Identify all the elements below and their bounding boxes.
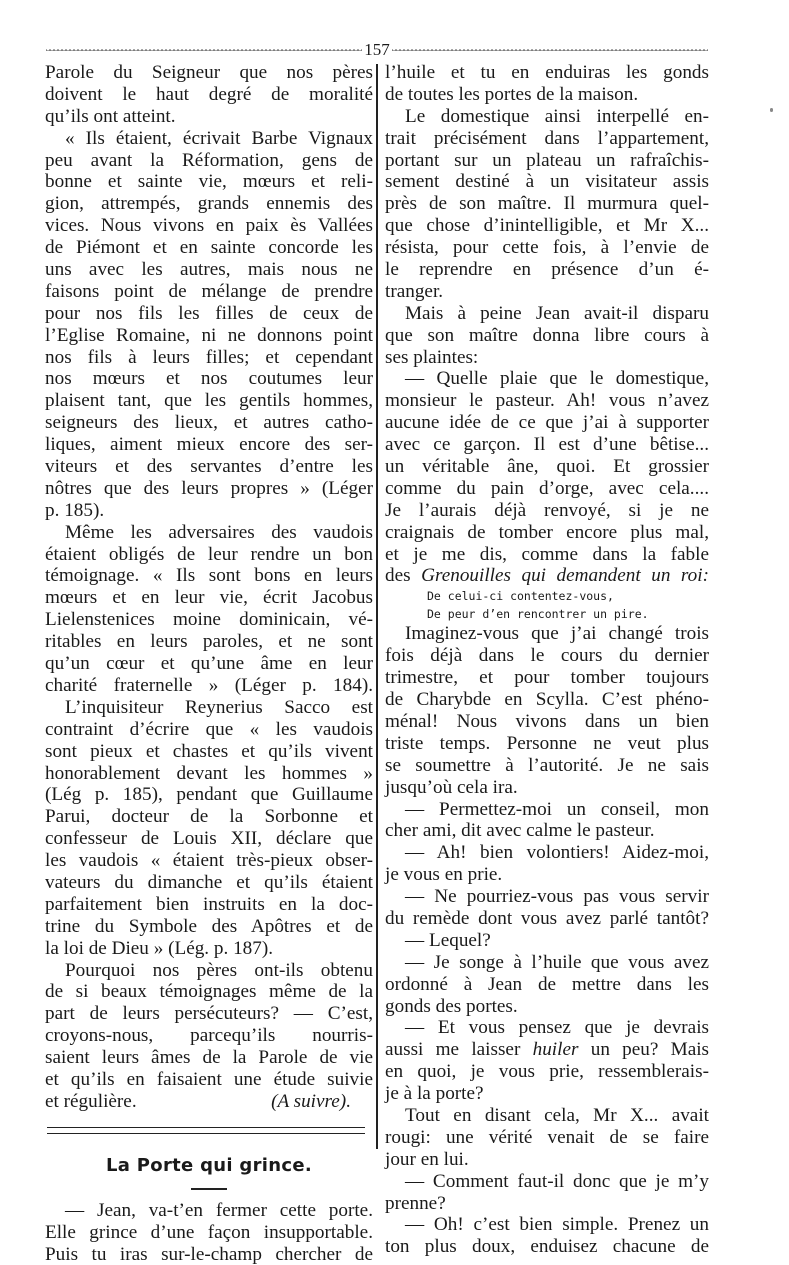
text-line-end: et régulière.	[45, 1090, 137, 1112]
text-line: je à la porte?	[385, 1083, 484, 1105]
text-line: l’huile et tu en enduiras les gonds	[385, 62, 709, 83]
header-ornament-left	[46, 49, 362, 55]
paragraph	[385, 62, 709, 106]
text-line: peu avant la Réformation, gens de	[45, 149, 373, 171]
text-line: sement destiné à un visitateur assis	[385, 171, 709, 193]
text-line: ses plaintes:	[385, 346, 479, 368]
text-line: Parui, docteur de la Sorbonne et	[45, 806, 373, 828]
text-line: avec ce garçon. Il est d’une bêtise...	[385, 434, 709, 456]
fable-prefix: des	[385, 565, 411, 587]
text-line: Parole du Seigneur que nos pères	[45, 62, 373, 83]
text-line: — Permettez-moi un conseil, mon	[405, 798, 709, 820]
paragraph	[385, 1105, 709, 1171]
text-line: portant sur un plateau un rafraîchis-	[385, 149, 709, 171]
text-line: résista, pour cette fois, à l’envie de	[385, 237, 709, 259]
text-line: — Ah! bien volontiers! Aidez-moi,	[405, 842, 709, 864]
print-speck	[770, 108, 773, 112]
text-line: sont pieux et chastes et qu’ils vivent	[45, 740, 373, 762]
paragraph	[45, 522, 373, 697]
text-line: L’inquisiteur Reynerius Sacco est	[65, 696, 373, 718]
header-ornament-right	[392, 49, 708, 55]
column-divider	[376, 64, 378, 1149]
paragraph	[45, 62, 373, 128]
text-line: prenne?	[385, 1192, 446, 1214]
text-line: trait précisément dans l’appartement,	[385, 127, 709, 149]
text-line: témoignage. « Ils sont bons en leurs	[45, 565, 373, 587]
paragraph	[385, 1017, 709, 1105]
text-line: confesseur de Louis XII, déclare que	[45, 828, 373, 850]
text-line: de Charybde en Scylla. C’est phéno-	[385, 689, 709, 711]
text-line: Imaginez-vous que j’ai changé trois	[405, 623, 709, 645]
text-line: charité fraternelle » (Léger p. 184).	[45, 674, 373, 696]
text-line: mœurs et en leur vie, écrit Jacobus	[45, 587, 373, 609]
text-line: honorablement devant les hommes »	[45, 762, 373, 784]
text-line: — Quelle plaie que le domestique,	[405, 368, 709, 390]
text-line: près de son maître. Il murmura quel-	[385, 193, 709, 215]
text-line: du remède dont vous avez parlé tantôt?	[385, 907, 709, 929]
text-line: l’Eglise Romaine, ni ne donnons point	[45, 324, 373, 346]
text-line: — Oh! c’est bien simple. Prenez un	[405, 1214, 709, 1236]
paragraph	[385, 303, 709, 369]
text-line: — Je songe à l’huile que vous avez	[405, 951, 709, 973]
text-line: qu’un cœur et qu’une âme en leur	[45, 653, 373, 675]
article-title: La Porte qui grince.	[106, 1154, 312, 1176]
text-line: jour en lui.	[385, 1148, 469, 1170]
text-line: trine du Symbole des Apôtres et de	[45, 915, 373, 937]
text-line: je vous en prie.	[385, 864, 503, 886]
text-line: en quoi, je vous prie, ressemblerais-	[385, 1061, 709, 1083]
text-line: Elle grince d’une façon insupportable.	[45, 1221, 373, 1243]
text-line: faisons point de mélange de prendre	[45, 280, 373, 302]
text-line: nôtres que des leurs propres » (Léger	[45, 477, 373, 499]
paragraph	[45, 960, 373, 1113]
text-line: comme du pain d’orge, avec cela....	[385, 477, 709, 499]
text-line: uns avec les autres, mais nous ne	[45, 259, 373, 281]
paragraph	[385, 1171, 709, 1215]
page-header	[46, 42, 708, 58]
text-line: de Piémont et en sainte concorde les	[45, 237, 373, 259]
text-line: — Comment faut-il donc que je m’y	[405, 1170, 709, 1192]
title-ornament	[191, 1188, 227, 1190]
paragraph	[385, 623, 709, 798]
text-line: liques, aiment mieux encore des ser-	[45, 434, 373, 456]
text-line	[385, 1039, 709, 1061]
text-line: nos fils à leurs filles; et cependant	[45, 346, 373, 368]
text-line: croyons-nous, parcequ’ils nourris-	[45, 1025, 373, 1047]
text-line: de si beaux témoignages même de la	[45, 981, 373, 1003]
verse-quote	[385, 587, 709, 623]
text-line: cher ami, dit avec calme le pasteur.	[385, 820, 655, 842]
text-line: « Ils étaient, écrivait Barbe Vignaux	[65, 127, 373, 149]
text-line: gonds des portes.	[385, 995, 518, 1017]
text-line: étaient obligés de leur rendre un bon	[45, 543, 373, 565]
text-line: — Ne pourriez-vous pas vous servir	[405, 886, 709, 908]
text-line: vices. Nous vivons en paix ès Vallées	[45, 215, 373, 237]
paragraph	[45, 1200, 373, 1265]
text-line: qu’ils ont atteint.	[45, 105, 176, 127]
right-column	[385, 62, 709, 1258]
text-line: plaisent tant, que les gentils hommes,	[45, 390, 373, 412]
to-be-continued: (A suivre).	[271, 1090, 351, 1112]
text-line: Le domestique ainsi interpellé en-	[405, 105, 709, 127]
text-line: les vaudois « étaient très-pieux obser-	[45, 850, 373, 872]
text-line: doivent le haut degré de moralité	[45, 83, 373, 105]
text-line: seigneurs des lieux, et autres catho-	[45, 412, 373, 434]
text-line: Même les adversaires des vaudois	[65, 521, 373, 543]
verse-line: De peur d’en rencontrer un pire.	[427, 607, 649, 622]
verse-line: De celui-ci contentez-vous,	[427, 589, 614, 604]
text-line: monsieur le pasteur. Ah! vous n’avez	[385, 390, 709, 412]
text-fragment: un peu? Mais	[590, 1039, 710, 1061]
text-line: saient leurs âmes de la Parole de vie	[45, 1047, 373, 1069]
text-line: de toutes les portes de la maison.	[385, 83, 639, 105]
text-line: jusqu’où cela ira.	[385, 776, 518, 798]
section-separator	[47, 1127, 365, 1134]
text-line: — Jean, va-t’en fermer cette porte.	[65, 1199, 373, 1221]
text-line: (Lég p. 185), pendant que Guillaume	[45, 784, 373, 806]
text-line: un véritable âne, quoi. Et grossier	[385, 456, 709, 478]
text-line: ritables en leurs paroles, et ne sont	[45, 631, 373, 653]
left-column	[45, 62, 373, 1265]
paragraph	[385, 1214, 709, 1258]
paragraph	[45, 128, 373, 522]
text-line: Puis tu iras sur-le-champ chercher de	[45, 1243, 373, 1265]
text-line: Pourquoi nos pères ont-ils obtenu	[65, 959, 373, 981]
text-line: — Lequel?	[405, 929, 491, 951]
paragraph	[385, 952, 709, 1018]
paragraph	[385, 106, 709, 303]
text-line: nos mœurs et nos coutumes leur	[45, 368, 373, 390]
page-number: 157	[364, 40, 390, 59]
emphasis-word: huiler	[532, 1039, 579, 1061]
text-line: la loi de Dieu » (Lég. p. 187).	[45, 937, 274, 959]
text-line: rougi: une vérité venait de se faire	[385, 1126, 709, 1148]
text-line: triste temps. Personne ne veut plus	[385, 732, 709, 754]
text-line: tranger.	[385, 280, 444, 302]
text-line: ménal! Nous vivons dans un bien	[385, 710, 709, 732]
text-line: Mais à peine Jean avait-il disparu	[405, 302, 709, 324]
text-line: ton plus doux, enduisez chacune de	[385, 1236, 709, 1258]
text-line: part de leurs persécuteurs? — C’est,	[45, 1003, 373, 1025]
text-line: — Et vous pensez que je devrais	[405, 1017, 709, 1039]
paragraph	[45, 697, 373, 960]
text-line: craignais de tomber encore plus mal,	[385, 521, 709, 543]
text-line: aucune idée de ce que j’ai à supporter	[385, 412, 709, 434]
text-line: se soumettre à l’autorité. Je ne sais	[385, 754, 709, 776]
text-line	[385, 565, 709, 587]
text-line: Lielenstenices moine dominicain, vé-	[45, 609, 373, 631]
text-line: fois déjà dans le cours du dernier	[385, 645, 709, 667]
fable-title: Grenouilles qui demandent un roi:	[421, 565, 709, 587]
paragraph	[385, 842, 709, 886]
text-line: et je me dis, comme dans la fable	[385, 543, 709, 565]
text-line: p. 185).	[45, 499, 105, 521]
text-line: Tout en disant cela, Mr X... avait	[405, 1104, 709, 1126]
text-line: parfaitement bien instruits en la doc-	[45, 893, 373, 915]
paragraph	[385, 930, 709, 952]
text-line: le reprendre en présence d’un é-	[385, 259, 709, 281]
paragraph	[385, 886, 709, 930]
text-line: viteurs et des servantes d’entre les	[45, 456, 373, 478]
text-line	[45, 1091, 373, 1113]
text-line: gion, attrempés, grands ennemis des	[45, 193, 373, 215]
text-line: pour nos fils les filles de ceux de	[45, 302, 373, 324]
text-line: bonne et sainte vie, mœurs et reli-	[45, 171, 373, 193]
text-line: trimestre, et pour tomber toujours	[385, 667, 709, 689]
text-line: ordonné à Jean de mettre dans les	[385, 973, 709, 995]
paragraph	[385, 368, 709, 587]
text-line: et qu’ils en faisaient une étude suivie	[45, 1068, 373, 1090]
text-line: que chose d’inintelligible, et Mr X...	[385, 215, 709, 237]
paragraph	[385, 799, 709, 843]
text-line: Je l’aurais déjà renvoyé, si je ne	[385, 499, 709, 521]
text-line: vateurs du dimanche et qu’ils étaient	[45, 871, 373, 893]
text-line: que son maître donna libre cours à	[385, 324, 709, 346]
text-fragment: aussi me laisser	[385, 1039, 521, 1061]
text-line: contraint d’écrire que « les vaudois	[45, 718, 373, 740]
